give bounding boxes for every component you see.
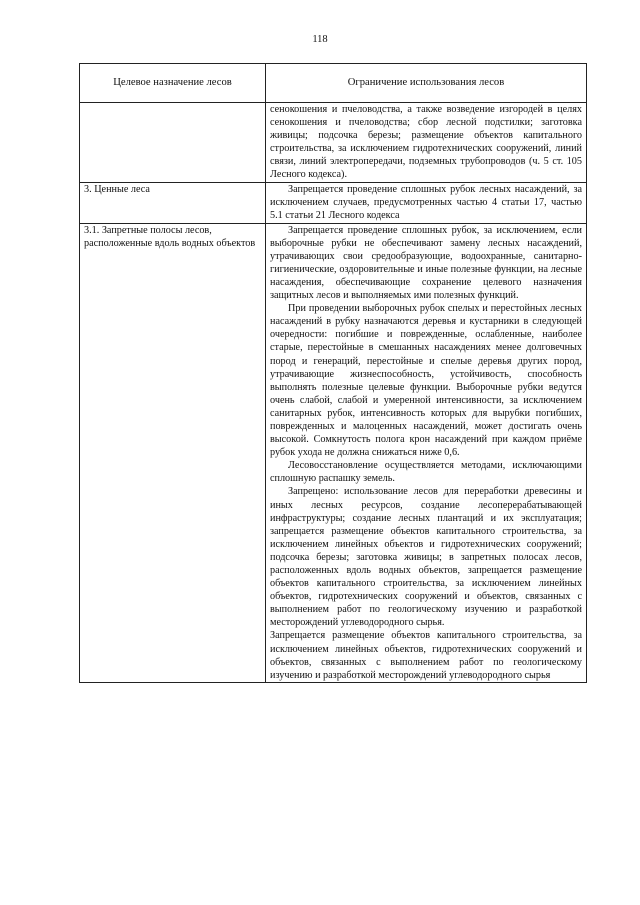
restriction-cell: [266, 103, 587, 183]
page-number: 118: [312, 34, 328, 45]
restriction-paragraph: Запрещено: использование лесов для переработки древесины и иных лесных ресурсов, создание лесоперерабатывающей инфраструктуры; создание лесных плантаций и их эксплуатация; запрещается размещение объектов капитального строительства, за исключением линейных объектов и гидротехнических сооружений; подсочка березы; заготовка живицы; в запретных полосах лесов, расположенных вдоль водных объектов, запрещается размещение объектов капитального строительства, за исключением линейных объектов, гидротехнических сооружений и объектов, связанных с выполнением работ по геологическому изучению и разработкой месторождений углеводородного сырья.: [270, 486, 582, 629]
restriction-cell: [266, 182, 587, 223]
table-row: [80, 223, 587, 682]
table-row: [80, 182, 587, 223]
restriction-paragraph: Запрещается проведение сплошных рубок лесных насаждений, за исключением случаев, предусмотренных частью 4 статьи 17, частью 5.1 статьи 21 Лесного кодекса: [270, 183, 582, 221]
category-cell: 3. Ценные леса: [80, 182, 266, 223]
restriction-paragraph: При проведении выборочных рубок спелых и перестойных лесных насаждений в рубку назначаются деревья и кустарники в следующей очередности: погибшие и поврежденные, ослабленные, наиболее старые, перестойные в смешанных насаждениях менее долговечных пород и генераций, перестойные и спелые деревья других пород, утрачивающие жизнеспособность, устойчивость, способность выполнять полезные целевые функции. Выборочные рубки ведутся очень слабой, слабой и умеренной интенсивности, за исключением санитарных рубок, интенсивность которых для вырубки погибших, поврежденных и малоценных насаждений, может достигать очень высокой. Сомкнутость полога крон насаждений при каждом приёме рубок ухода не должна снижаться ниже 0,6.: [270, 303, 582, 459]
restriction-paragraph: Запрещается проведение сплошных рубок, за исключением, если выборочные рубки не обеспечивают замену лесных насаждений, утрачивающих свои средообразующие, водоохранные, санитарно-гигиенические, оздоровительные и иные полезные функции, на лесные насаждения, обеспечивающие сохранение целевого назначения защитных лесов и выполняемых ими полезных функций.: [270, 224, 582, 302]
table-row: [80, 103, 587, 183]
category-cell: [80, 103, 266, 183]
forest-restrictions-table: [79, 63, 587, 683]
restriction-paragraph: Запрещается размещение объектов капитального строительства, за исключением линейных объектов, гидротехнических сооружений и объектов, связанных с выполнением работ по геологическому изучению и разработкой месторождений углеводородного сырья: [270, 630, 582, 681]
table-header-row: [80, 64, 587, 103]
header-usage-restriction: Ограничение использования лесов: [266, 64, 587, 103]
restriction-paragraph: Лесовосстановление осуществляется методами, исключающими сплошную распашку земель.: [270, 460, 582, 485]
restriction-cell: [266, 223, 587, 682]
category-cell: 3.1. Запретные полосы лесов, расположенные вдоль водных объектов: [80, 223, 266, 682]
restriction-paragraph: сенокошения и пчеловодства, а также возведение изгородей в целях сенокошения и пчеловодства; сбор лесной подстилки; заготовка живицы; подсочка березы; размещение объектов капитального строительства, за исключением гидротехнических сооружений, линий связи, линий электропередачи, подземных трубопроводов (ч. 5 ст. 105 Лесного кодекса).: [270, 104, 582, 181]
header-forest-purpose: Целевое назначение лесов: [80, 64, 266, 103]
